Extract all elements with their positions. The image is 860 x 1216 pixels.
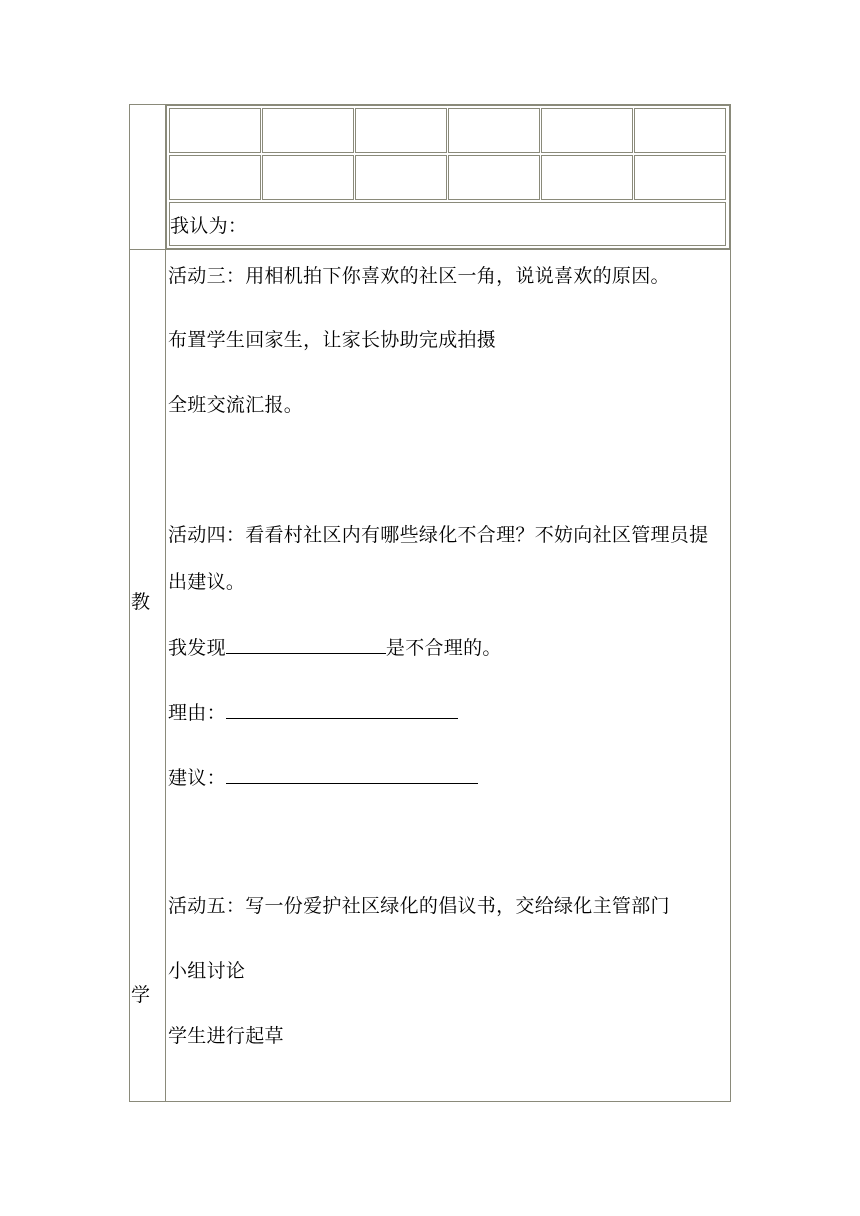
activity3-title: 活动三：用相机拍下你喜欢的社区一角，说说喜欢的原因。 [168,265,670,287]
grid-cell [169,108,261,153]
activity5-line1: 小组讨论 [168,960,246,982]
find-suffix: 是不合理的。 [385,637,502,659]
activity5-title: 活动五：写一份爱护社区绿化的倡议书，交给绿化主管部门 [168,895,670,917]
reason-line [168,700,458,724]
observation-grid [166,105,730,249]
reason-blank[interactable] [226,700,458,719]
conclusion-label: 我认为： [170,215,248,237]
grid-cell [634,155,726,200]
grid-cell [541,108,633,153]
suggestion-line [168,765,478,789]
grid-cell [355,155,447,200]
suggestion-label: 建议： [168,767,226,789]
find-blank[interactable] [226,635,386,654]
grid-cell [262,108,354,153]
grid-cell [541,155,633,200]
grid-cell [448,155,540,200]
find-line [168,635,502,659]
grid-cell [262,155,354,200]
grid-cell [634,108,726,153]
side-label-learn: 学 [131,984,151,1006]
find-prefix: 我发现 [168,637,226,659]
lesson-table [129,104,731,1102]
section-divider [129,249,731,250]
grid-cell [169,155,261,200]
activity3-line1: 布置学生回家生，让家长协助完成拍摄 [168,329,497,351]
side-label-teach: 教 [131,591,151,613]
activity4-title-line2: 出建议。 [168,571,246,593]
activity4-title-line1: 活动四：看看村社区内有哪些绿化不合理？不妨向社区管理员提 [168,524,709,546]
conclusion-cell [169,202,726,246]
suggestion-blank[interactable] [226,765,478,784]
activity3-line2: 全班交流汇报。 [168,394,304,416]
grid-cell [355,108,447,153]
reason-label: 理由： [168,702,226,724]
grid-cell [448,108,540,153]
activity5-line2: 学生进行起草 [168,1025,284,1047]
column-divider [165,104,166,1102]
